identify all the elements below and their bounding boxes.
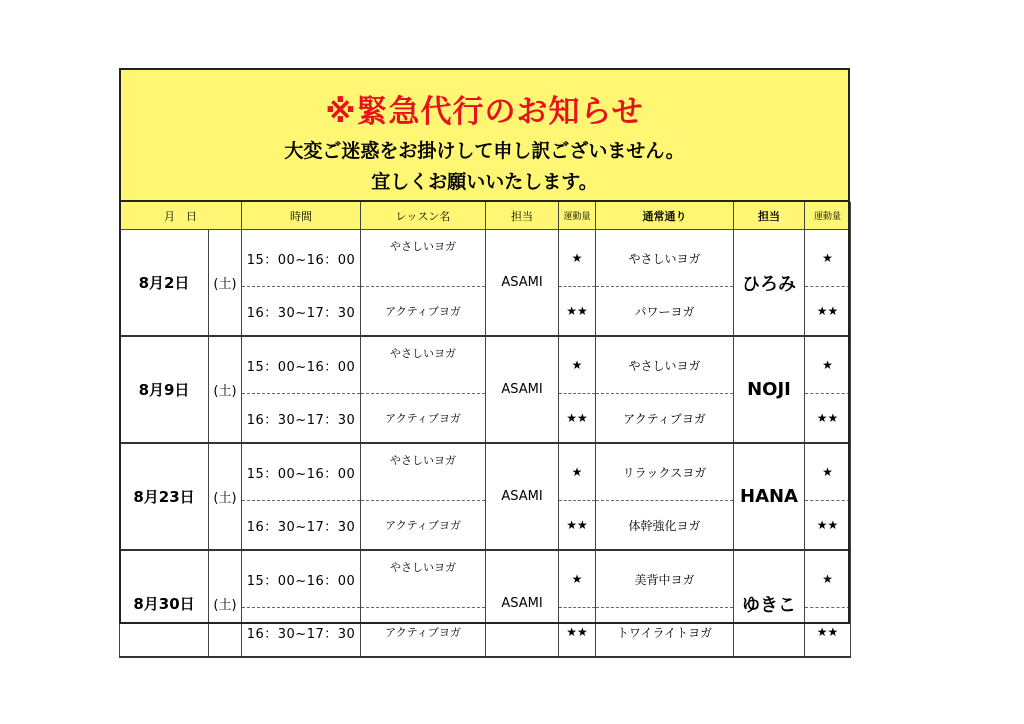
schedule-row	[120, 336, 851, 394]
normal-intensity-cell: ★★	[805, 287, 851, 337]
schedule-body	[120, 230, 851, 658]
header-intensity: 運動量	[559, 202, 596, 230]
normal-intensity-cell: ★	[805, 230, 851, 287]
time-cell: 16：30~17：30	[242, 394, 361, 444]
normal-lesson-cell: 体幹強化ヨガ	[596, 501, 734, 551]
time-cell: 16：30~17：30	[242, 501, 361, 551]
normal-lesson-cell: やさしいヨガ	[596, 230, 734, 287]
header-lesson: レッスン名	[361, 202, 486, 230]
schedule-row	[120, 230, 851, 287]
header-normal-instructor: 担当	[734, 202, 805, 230]
instructor-cell: ASAMI	[486, 230, 559, 337]
normal-intensity-cell: ★★	[805, 501, 851, 551]
apology-text: 大変ご迷惑をお掛けして申し訳ございません。	[284, 140, 685, 162]
instructor-cell: ASAMI	[486, 336, 559, 443]
schedule-row	[120, 550, 851, 608]
header-normal: 通常通り	[596, 202, 734, 230]
intensity-cell: ★★	[559, 501, 596, 551]
normal-lesson-cell: トワイライトヨガ	[596, 608, 734, 658]
time-cell: 15：00~16：00	[242, 443, 361, 501]
header-date: 月 日	[120, 202, 242, 230]
normal-intensity-cell: ★★	[805, 608, 851, 658]
header-instructor: 担当	[486, 202, 559, 230]
normal-lesson-cell: やさしいヨガ	[596, 336, 734, 394]
intensity-cell: ★★	[559, 608, 596, 658]
normal-instructor-cell: NOJI	[734, 336, 805, 443]
time-cell: 15：00~16：00	[242, 336, 361, 394]
instructor-cell: ASAMI	[486, 550, 559, 657]
normal-instructor-cell: HANA	[734, 443, 805, 550]
normal-intensity-cell: ★	[805, 336, 851, 394]
normal-lesson-cell: パワーヨガ	[596, 287, 734, 337]
lesson-cell: やさしいヨガ	[361, 230, 486, 287]
normal-lesson-cell: 美背中ヨガ	[596, 550, 734, 608]
intensity-cell: ★	[559, 230, 596, 287]
intensity-cell: ★	[559, 443, 596, 501]
normal-instructor-cell: ゆきこ	[734, 550, 805, 657]
schedule-row	[120, 443, 851, 501]
header-row	[120, 202, 851, 230]
regards-text: 宜しくお願いいたします。	[371, 171, 598, 193]
date-cell: 8月2日	[120, 230, 209, 337]
schedule-table	[119, 202, 851, 658]
time-cell: 16：30~17：30	[242, 287, 361, 337]
lesson-cell: アクティブヨガ	[361, 394, 486, 444]
normal-lesson-cell: アクティブヨガ	[596, 394, 734, 444]
time-cell: 15：00~16：00	[242, 230, 361, 287]
time-cell: 15：00~16：00	[242, 550, 361, 608]
lesson-cell: やさしいヨガ	[361, 443, 486, 501]
lesson-cell: やさしいヨガ	[361, 336, 486, 394]
time-cell: 16：30~17：30	[242, 608, 361, 658]
header-time: 時間	[242, 202, 361, 230]
normal-intensity-cell: ★★	[805, 394, 851, 444]
normal-lesson-cell: リラックスヨガ	[596, 443, 734, 501]
weekday-cell: (土)	[209, 230, 242, 337]
intensity-cell: ★	[559, 336, 596, 394]
lesson-cell: アクティブヨガ	[361, 287, 486, 337]
notice-title: ※緊急代行のお知らせ	[325, 94, 644, 130]
weekday-cell: (土)	[209, 336, 242, 443]
instructor-cell: ASAMI	[486, 443, 559, 550]
header-normal-intensity: 運動量	[805, 202, 851, 230]
lesson-cell: アクティブヨガ	[361, 501, 486, 551]
date-cell: 8月23日	[120, 443, 209, 550]
lesson-cell: やさしいヨガ	[361, 550, 486, 608]
intensity-cell: ★★	[559, 394, 596, 444]
normal-instructor-cell: ひろみ	[734, 230, 805, 337]
notice-banner	[119, 68, 850, 202]
intensity-cell: ★	[559, 550, 596, 608]
weekday-cell: (土)	[209, 443, 242, 550]
weekday-cell: (土)	[209, 550, 242, 657]
date-cell: 8月9日	[120, 336, 209, 443]
date-cell: 8月30日	[120, 550, 209, 657]
normal-intensity-cell: ★	[805, 443, 851, 501]
substitute-notice-sheet	[119, 68, 850, 658]
lesson-cell: アクティブヨガ	[361, 608, 486, 658]
normal-intensity-cell: ★	[805, 550, 851, 608]
intensity-cell: ★★	[559, 287, 596, 337]
